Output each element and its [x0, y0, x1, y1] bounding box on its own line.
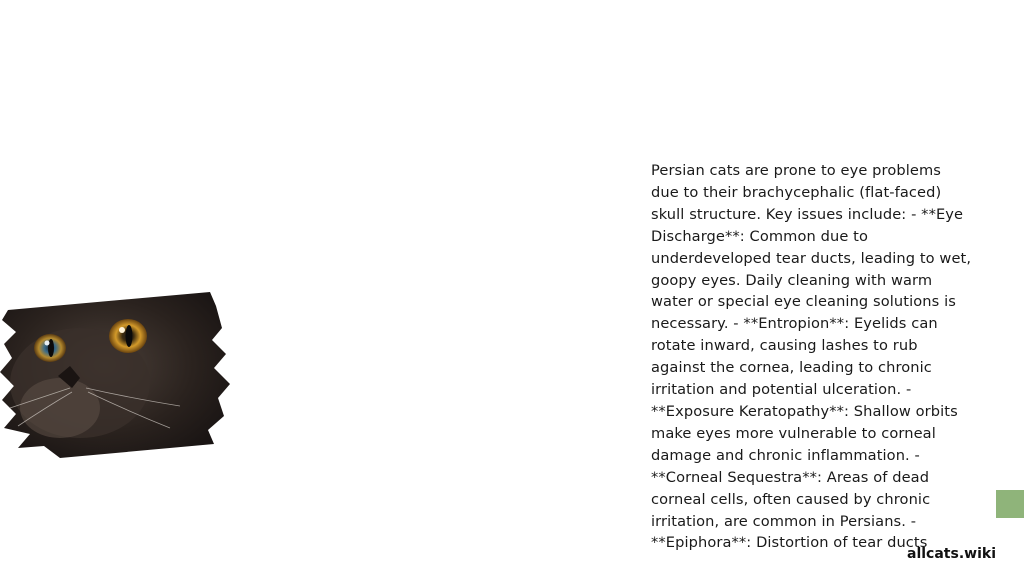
body-text: Persian cats are prone to eye problems due to their brachycephalic (flat-faced) skull structure. Key issues include: - **Eye Discharge**: Common due to underdeveloped tear ducts, leading to wet, goopy eyes. Daily cleaning with warm water or special eye cleaning solutions is necessary. - **Entropion**: Eyelids can rotate inward, causing lashes to rub against the cornea, leading to chronic irritation and potential ulceration. - **Exposure Keratopathy**: Shallow orbits make eyes more vulnerable to corneal damage and chronic inflammation. - **Corneal Sequestra**: Areas of dead corneal cells, often caused by chronic irritation, are common in Persians. - **Epiphora**: Distortion of tear ducts	[651, 162, 972, 552]
accent-tab	[996, 490, 1024, 518]
cat-photo	[0, 288, 232, 460]
site-watermark: allcats.wiki	[907, 546, 996, 562]
